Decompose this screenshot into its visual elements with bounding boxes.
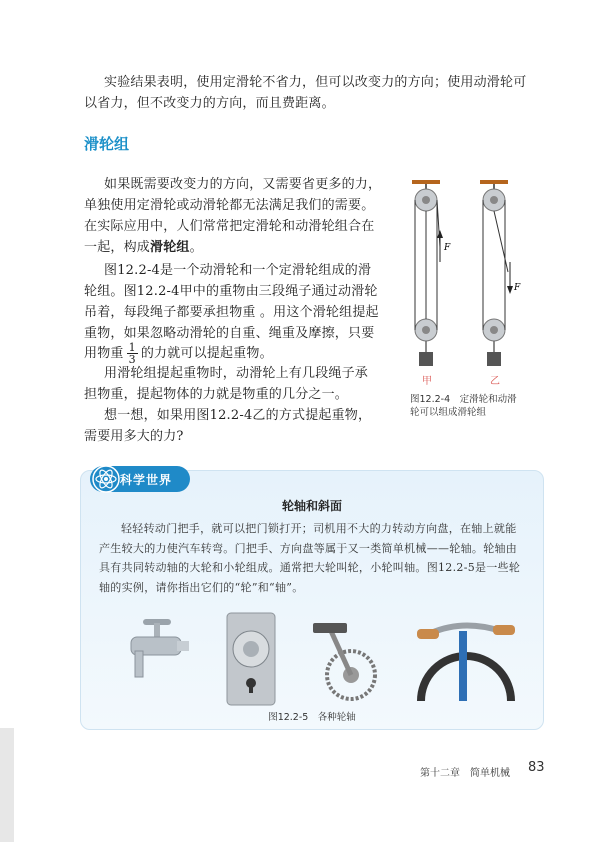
label-jia: 甲	[422, 376, 432, 387]
figure-12-2-4-caption-2: 轮可以组成滑轮组	[410, 407, 487, 418]
atom-icon	[92, 464, 120, 494]
para4-line-1: 想一想，如果用图12.2-4乙的方式提起重物，	[104, 408, 372, 423]
intro-line-2: 以省力，但不改变力的方向，而且费距离。	[84, 96, 335, 111]
para1-line-1: 如果既需要改变力的方向，又需要省更多的力，	[104, 177, 382, 192]
faucet-image	[121, 617, 191, 697]
para2-line-2: 轮组。图12.2-4甲中的重物由三段绳子通过动滑轮	[84, 284, 378, 299]
force-label-yi: F	[514, 283, 521, 293]
para1-line-2: 单独使用定滑轮或动滑轮都无法满足我们的需要。	[84, 198, 375, 213]
force-label-jia: F	[444, 243, 451, 253]
para3-line-2: 担物重，提起物体的力就是物重的几分之一。	[84, 387, 349, 402]
science-world-title: 轮轴和斜面	[281, 499, 342, 513]
figure-12-2-5-caption: 图12.2-5 各种轮轴	[268, 712, 356, 723]
para4-line-2: 需要用多大的力?	[84, 429, 184, 444]
para2-line-4: 重物，如果忽略动滑轮的自重、绳重及摩擦，只要	[84, 326, 375, 341]
pedal-crank-image	[307, 617, 387, 705]
door-knob-image	[221, 609, 281, 709]
science-world-box	[80, 470, 544, 730]
footer-chapter: 第十二章 简单机械	[420, 768, 510, 779]
para1-line-3: 在实际应用中，人们常常把定滑轮和动滑轮组合在	[84, 219, 375, 234]
para2-line-1: 图12.2-4是一个动滑轮和一个定滑轮组成的滑	[104, 263, 372, 278]
fraction-one-third: $\frac{1}{3}$	[128, 341, 136, 366]
para1-line-4: 一起，构成滑轮组。	[84, 240, 203, 255]
science-world-text: 轻轻转动门把手，就可以把门锁打开；司机用不大的力转动方向盘，在轴上就能 产生较大的力使汽车转弯。门把手、方向盘等属于又一类简单机械——轮轴。轮轴由 具有共同转动轴的大轮和小轮组成。通常把大轮叫轮，小轮叫轴。图12.2-5是一些轮 轴的实例，请你指出它们的“轮”和“轴”。	[99, 522, 521, 594]
para2-line-3: 吊着，每段绳子都要承担物重 。用这个滑轮组提起	[84, 305, 379, 320]
section-heading: 滑轮组	[84, 135, 130, 153]
para3-line-1: 用滑轮组提起重物时，动滑轮上有几段绳子承	[104, 366, 369, 381]
page-number: 83	[528, 760, 545, 775]
science-world-badge	[90, 466, 190, 492]
intro-line-1: 实验结果表明，使用定滑轮不省力，但可以改变力的方向；使用动滑轮可	[104, 75, 527, 90]
page-edge-stripe	[0, 728, 14, 842]
bicycle-handlebar-image	[411, 611, 521, 707]
badge-label: 科学世界	[120, 473, 173, 487]
para2-line-5: 用物重 $\frac{1}{3}$ 的力就可以提起重物。	[84, 341, 273, 366]
label-yi: 乙	[490, 376, 500, 387]
pulley-figure	[400, 172, 540, 392]
term-pulley-block: 滑轮组	[150, 240, 190, 255]
figure-12-2-4-caption-1: 图12.2-4 定滑轮和动滑	[410, 394, 517, 405]
